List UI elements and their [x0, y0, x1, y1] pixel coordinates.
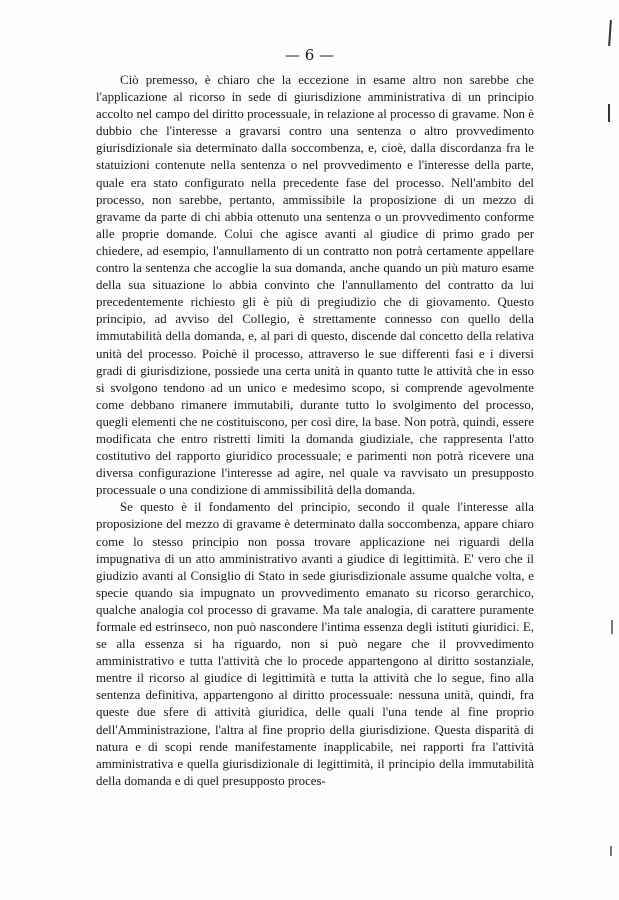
scan-edge-mark — [608, 104, 610, 122]
page-number: — 6 — — [284, 46, 335, 64]
body-text — [96, 72, 534, 790]
scan-edge-mark — [611, 620, 613, 634]
scan-edge-mark — [610, 846, 612, 856]
scan-edge-mark — [608, 20, 611, 46]
paragraph-2: Se questo è il fondamento del principio, secondo il quale l'interesse alla proposizione del mezzo di gravame è determinato dalla soccombenza, appare chiaro come lo stesso principio non possa trovare applicazione nei riguardi della impugnativa di un atto amministrativo avanti a giudice di legittimità. E' vero che il giudizio avanti al Consiglio di Stato in sede giurisdizionale assume qualche volta, e specie quando sia impugnato un provvedimento emanato su ricorso gerarchico, qualche analogia col processo di gravame. Ma tale analogia, di carattere puramente formale ed estrinseco, non può nascondere l'intima essenza degli istituti giuridici. E, se alla essenza si ha riguardo, non si può negare che il provvedimento amministrativo e tutta l'attività che lo procede appartengono al diritto sostanziale, mentre il ricorso al giudice di legittimità e tutta la attività che lo segue, fino alla sentenza definitiva, appartengono al diritto processuale: nessuna unità, quindi, fra queste due sfere di attività giuridica, delle quali l'una tende al fine proprio dell'Amministrazione, l'altra al fine proprio della giurisdizione. Questa disparità di natura e di scopi rende manifestamente inapplicabile, nei rapporti fra l'attività amministrativa e quella giurisdizionale di legittimità, il principio della immutabilità della domanda e di quel presupposto proces- — [96, 500, 534, 788]
paragraph-1: Ciò premesso, è chiaro che la eccezione in esame altro non sarebbe che l'applicazione al ricorso in sede di giurisdizione amministrativa di un principio accolto nel campo del diritto processuale, in relazione al processo di gravame. Non è dubbio che l'interesse a gravarsi contro una sentenza o altro provvedimento giurisdizionale sia determinato dalla soccombenza, e, cioè, dalla discordanza fra le statuizioni contenute nella sentenza o nel provvedimento e l'interesse della parte, quale era stato configurato nella precedente fase del processo. Nell'ambito del processo, non sarebbe, pertanto, ammissibile la proposizione di un mezzo di gravame da parte di chi abbia ottenuto una sentenza o un provvedimento conforme alle proprie domande. Colui che agisce avanti al giudice di primo grado per chiedere, ad esempio, l'annullamento di un contratto non potrà certamente appellare contro la sentenza che accoglie la sua domanda, anche quando un più maturo esame della sua situazione lo abbia convinto che l'annullamento del contratto da lui precedentemente richiesto gli è più di pregiudizio che di giovamento. Questo principio, ad avviso del Collegio, è strettamente connesso con quello della immutabilità della domanda, e, al pari di questo, discende dal concetto della relativa unità del processo. Poichè il processo, attraverso le sue differenti fasi e i diversi gradi di giurisdizione, possiede una certa unità in quanto tutte le attività che in esso si svolgono tendono ad un unico e medesimo scopo, si comprende agevolmente come debbano rimanere immutabili, durante tutto lo svolgimento del processo, quegli elementi che ne costituiscono, per così dire, la base. Non potrà, quindi, essere modificata che entro ristretti limiti la domanda giudiziale, che rappresenta l'atto costitutivo del rapporto giuridico processuale; e parimenti non potrà ricevere una diversa configurazione l'interesse ad agire, nel quale va ravvisato un presupposto processuale o una condizione di ammissibilità della domanda. — [96, 73, 534, 498]
